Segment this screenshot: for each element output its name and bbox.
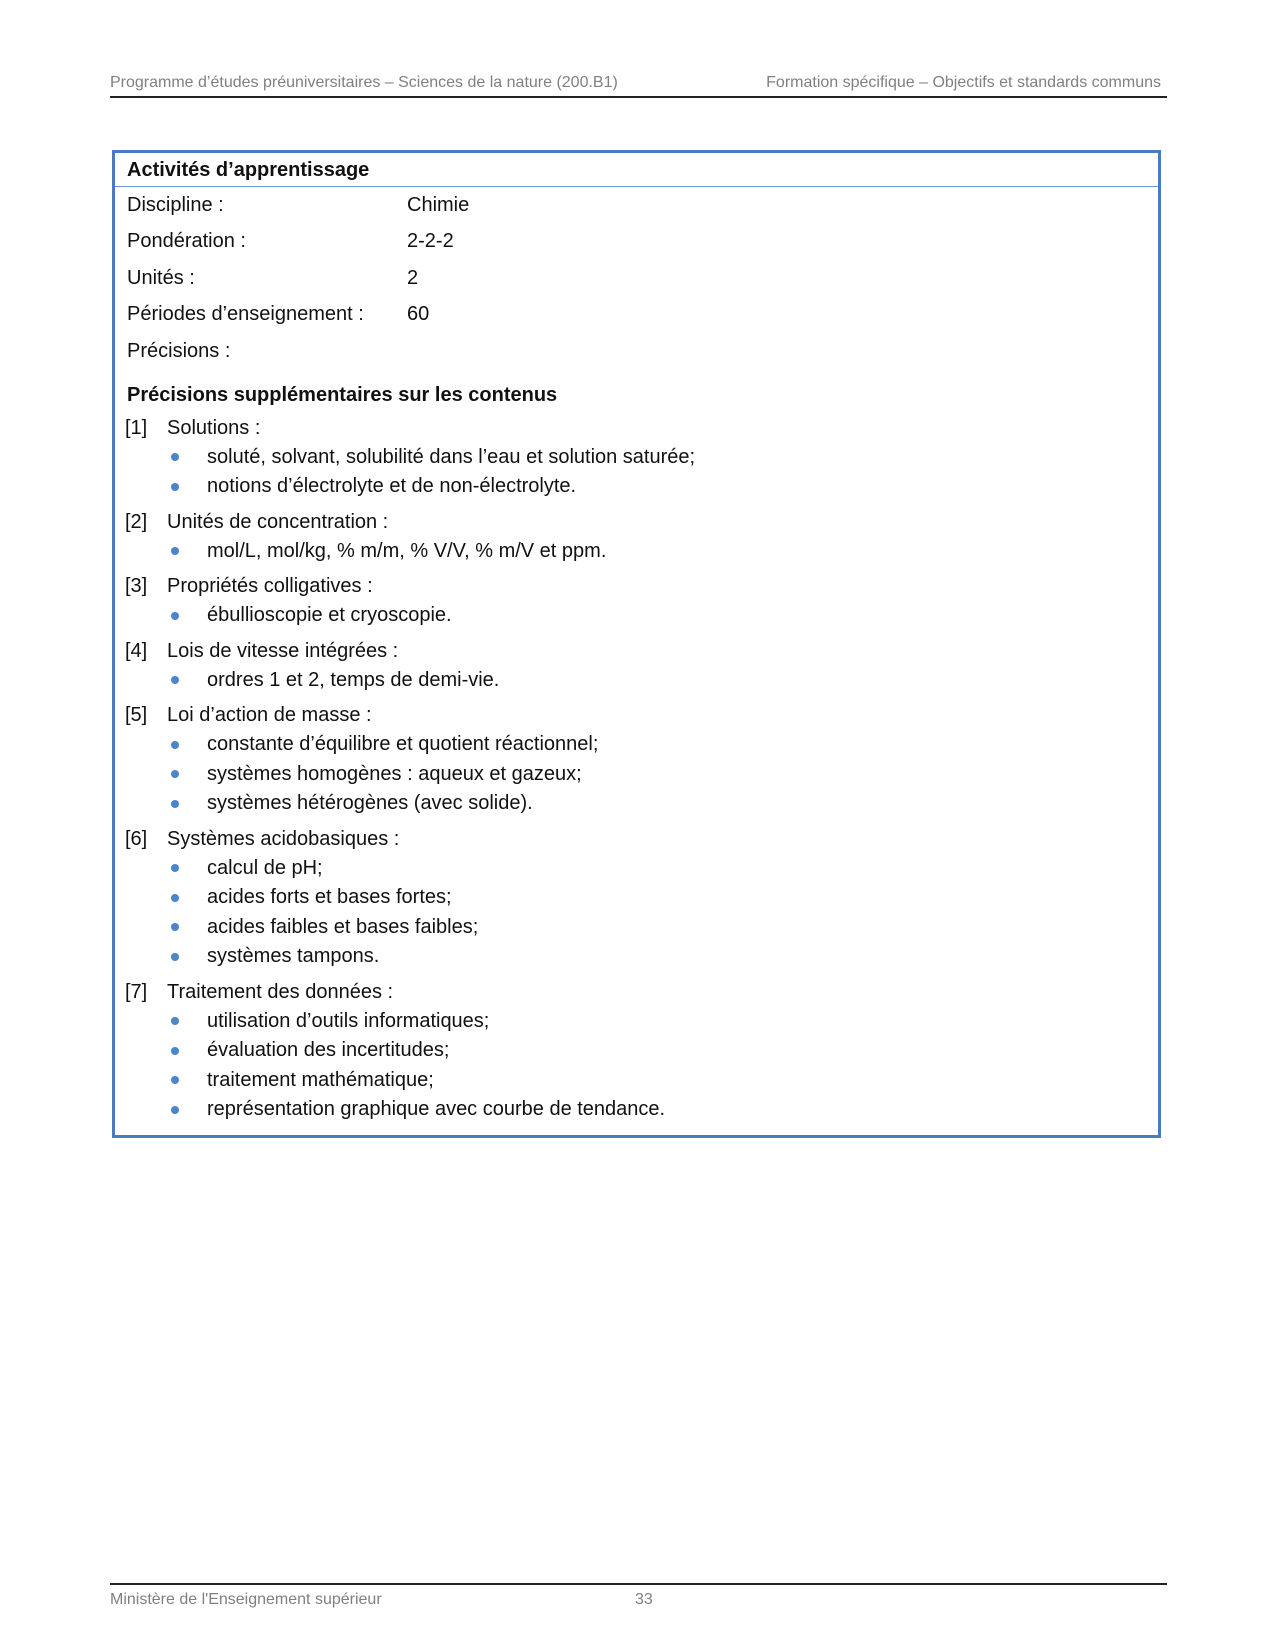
item-number: [7] — [125, 980, 148, 1003]
bullet-text: évaluation des incertitudes; — [207, 1039, 450, 1061]
bullet-text: utilisation d’outils informatiques; — [207, 1009, 490, 1032]
header-program-title: Programme d’études préuniversitaires – Sciences de la nature (200.B1) — [110, 74, 618, 91]
item-number: [3] — [125, 575, 148, 597]
bullet-text: ordres 1 et 2, temps de demi-vie. — [207, 668, 500, 691]
list-item — [115, 700, 1158, 819]
bullet-item — [115, 760, 1158, 790]
bullet-icon — [171, 453, 179, 461]
item-heading — [115, 824, 1158, 854]
item-heading — [115, 507, 1158, 537]
item-number: [5] — [125, 704, 148, 726]
bullet-icon — [171, 923, 179, 931]
item-number: [4] — [125, 639, 148, 662]
activities-box — [112, 150, 1161, 1138]
item-heading — [115, 571, 1158, 601]
bullet-icon — [171, 953, 179, 961]
info-label: Discipline : — [127, 193, 224, 216]
bullet-text: systèmes tampons. — [207, 945, 380, 967]
info-label: Périodes d’enseignement : — [127, 303, 364, 326]
bullet-text: acides faibles et bases faibles; — [207, 915, 479, 938]
info-row-periodes — [127, 297, 1158, 334]
item-heading — [115, 700, 1158, 730]
bullet-item — [115, 730, 1158, 760]
info-table — [127, 187, 1158, 370]
bullet-text: systèmes hétérogènes (avec solide). — [207, 792, 533, 814]
item-title: Loi d’action de masse : — [167, 704, 372, 726]
bullet-text: mol/L, mol/kg, % m/m, % V/V, % m/V et ppm. — [207, 539, 607, 562]
item-heading — [115, 977, 1158, 1007]
bullet-item — [115, 854, 1158, 884]
list-item — [115, 977, 1158, 1125]
content-items-list — [115, 413, 1158, 1125]
info-value: 60 — [407, 303, 430, 326]
bullet-icon — [171, 894, 179, 902]
bullet-item — [115, 601, 1158, 631]
item-number: [1] — [125, 416, 148, 439]
bullet-icon — [171, 1047, 179, 1055]
bullet-item — [115, 1007, 1158, 1037]
bullet-text: systèmes homogènes : aqueux et gazeux; — [207, 762, 582, 785]
page-footer — [110, 1583, 1167, 1608]
bullet-item — [115, 789, 1158, 819]
bullet-text: ébullioscopie et cryoscopie. — [207, 604, 452, 626]
info-label: Unités : — [127, 266, 195, 289]
list-item — [115, 571, 1158, 631]
list-item — [115, 507, 1158, 567]
bullet-icon — [171, 741, 179, 749]
section-title: Précisions supplémentaires sur les contenus — [127, 383, 558, 406]
bullet-icon — [171, 800, 179, 808]
info-row-discipline — [127, 187, 1158, 224]
page-header — [110, 74, 1167, 98]
bullet-item — [115, 537, 1158, 567]
item-heading — [115, 636, 1158, 666]
info-label: Pondération : — [127, 230, 246, 253]
box-title: Activités d’apprentissage — [115, 153, 1158, 187]
header-section-title: Formation spécifique – Objectifs et standards communs — [766, 74, 1161, 91]
info-label: Précisions : — [127, 339, 231, 362]
bullet-item — [115, 666, 1158, 696]
bullet-text: traitement mathématique; — [207, 1068, 434, 1091]
info-row-ponderation — [127, 224, 1158, 261]
item-heading — [115, 413, 1158, 443]
info-value: Chimie — [407, 193, 470, 216]
footer-ministry: Ministère de l'Enseignement supérieur — [110, 1591, 382, 1608]
bullet-icon — [171, 770, 179, 778]
bullet-item — [115, 883, 1158, 913]
bullet-text: constante d’équilibre et quotient réactionnel; — [207, 733, 599, 755]
bullet-icon — [171, 547, 179, 555]
bullet-icon — [171, 612, 179, 620]
bullet-icon — [171, 676, 179, 684]
item-title: Solutions : — [167, 416, 261, 439]
bullet-item — [115, 1095, 1158, 1125]
bullet-item — [115, 443, 1158, 473]
info-value: 2-2-2 — [407, 230, 454, 253]
bullet-item — [115, 472, 1158, 502]
bullet-item — [115, 1036, 1158, 1066]
bullet-text: calcul de pH; — [207, 856, 323, 879]
bullet-icon — [171, 483, 179, 491]
list-item — [115, 636, 1158, 696]
bullet-icon — [171, 1106, 179, 1114]
bullet-item — [115, 913, 1158, 943]
bullet-text: soluté, solvant, solubilité dans l’eau et solution saturée; — [207, 445, 696, 468]
item-title: Lois de vitesse intégrées : — [167, 639, 399, 662]
item-title: Systèmes acidobasiques : — [167, 827, 400, 850]
info-row-precisions — [127, 333, 1158, 370]
item-number: [2] — [125, 510, 148, 533]
bullet-text: acides forts et bases fortes; — [207, 886, 452, 908]
info-value: 2 — [407, 266, 419, 289]
bullet-icon — [171, 864, 179, 872]
bullet-item — [115, 1066, 1158, 1096]
bullet-icon — [171, 1017, 179, 1025]
item-title: Traitement des données : — [167, 980, 394, 1003]
bullet-text: notions d’électrolyte et de non-électrolyte. — [207, 475, 577, 497]
info-row-unites — [127, 260, 1158, 297]
page-number: 33 — [635, 1591, 653, 1608]
list-item — [115, 824, 1158, 972]
bullet-icon — [171, 1076, 179, 1084]
item-number: [6] — [125, 827, 148, 850]
item-title: Unités de concentration : — [167, 510, 389, 533]
bullet-item — [115, 942, 1158, 972]
item-title: Propriétés colligatives : — [167, 575, 373, 597]
list-item — [115, 413, 1158, 502]
bullet-text: représentation graphique avec courbe de tendance. — [207, 1098, 666, 1120]
